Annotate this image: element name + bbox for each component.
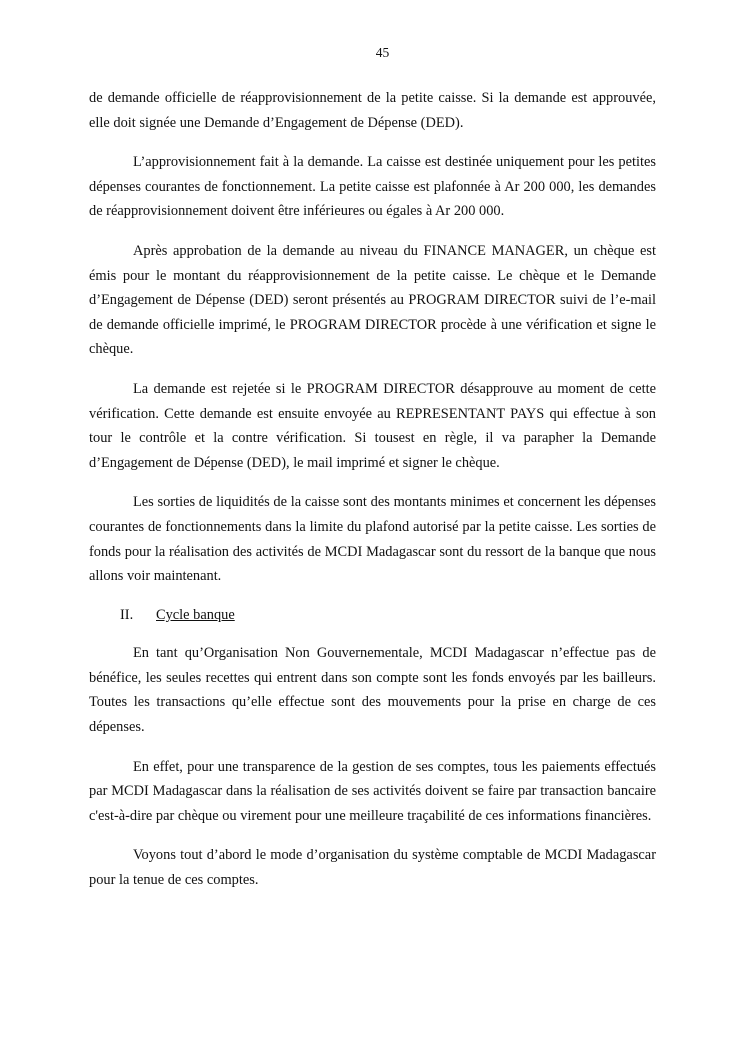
paragraph: La demande est rejetée si le PROGRAM DIRECTOR désapprouve au moment de cette vérification. Cette demande est ensuite envoyée au REPRESENTANT PAYS qui effectue à son tour le contrôle et la contre vérification. Si tousest en règle, il va parapher la Demande d’Engagement de Dépense (DED), le mail imprimé et signer le chèque. bbox=[89, 380, 656, 471]
paragraph: En effet, pour une transparence de la gestion de ses comptes, tous les paiements effectués par MCDI Madagascar dans la réalisation de ses activités doivent se faire par transaction bancaire c'est-à-dire par chèque ou virement pour une meilleure traçabilité de ces informations financières. bbox=[89, 758, 656, 824]
section-title: Cycle banque bbox=[156, 606, 235, 623]
paragraph: de demande officielle de réapprovisionnement de la petite caisse. Si la demande est approuvée, elle doit signée une Demande d’Engagement de Dépense (DED). bbox=[89, 90, 656, 131]
paragraph: Voyons tout d’abord le mode d’organisation du système comptable de MCDI Madagascar pour la tenue de ces comptes. bbox=[89, 847, 656, 889]
paragraph: Après approbation de la demande au niveau du FINANCE MANAGER, un chèque est émis pour le montant du réapprovisionnement de la petite caisse. Le chèque et le Demande d’Engagement de Dépense (DED) seront présentés au PROGRAM DIRECTOR suivi de l’e-mail de demande officielle imprimé, le PROGRAM DIRECTOR procède à une vérification et signe le chèque. bbox=[89, 242, 656, 358]
section-number: II. bbox=[120, 606, 134, 623]
paragraph: L’approvisionnement fait à la demande. La caisse est destinée uniquement pour les petites dépenses courantes de fonctionnement. La petite caisse est plafonnée à Ar 200 000, les demandes de réapprovisionnement doivent être inférieures ou égales à Ar 200 000. bbox=[89, 154, 656, 220]
section-heading bbox=[89, 603, 656, 628]
page-body bbox=[89, 86, 656, 893]
page-number: 45 bbox=[375, 45, 390, 60]
paragraph: Les sorties de liquidités de la caisse sont des montants minimes et concernent les dépenses courantes de fonctionnements dans la limite du plafond autorisé par la petite caisse. Les sorties de fonds pour la réalisation des activités de MCDI Madagascar sont du ressort de la banque que nous allons voir maintenant. bbox=[89, 494, 656, 585]
paragraph: En tant qu’Organisation Non Gouvernementale, MCDI Madagascar n’effectue pas de bénéfice, les seules recettes qui entrent dans son compte sont les fonds envoyés par les bailleurs. Toutes les transactions qu’elle effectue sont des mouvements pour la prise en charge de ces dépenses. bbox=[89, 645, 656, 736]
